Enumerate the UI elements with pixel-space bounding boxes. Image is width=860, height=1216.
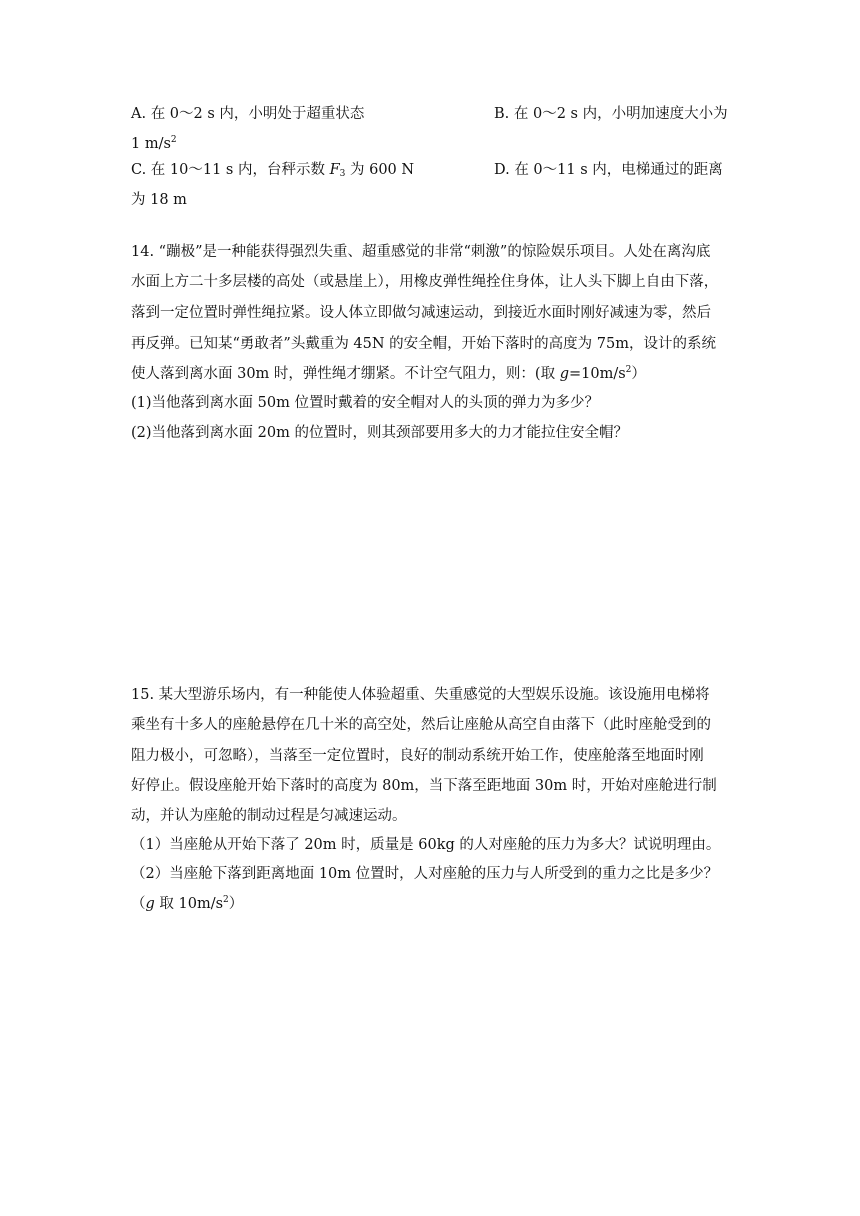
variable: F <box>329 162 340 178</box>
q15-line-3: 阻力极小，可忽略），当落至一定位置时，良好的制动系统开始工作，使座舱落至地面时刚 <box>131 748 704 764</box>
q14-line-4: 再反弹。已知某“勇敢者”头戴重为 45N 的安全帽，开始下落时的高度为 75m，设计的系统 <box>131 336 716 352</box>
q15-note-text: 取 10m/s <box>154 896 224 912</box>
superscript: 2 <box>625 365 632 375</box>
q14-sub-question-2: (2)当他落到离水面 20m 的位置时，则其颈部要用多大的力才能拉住安全帽？ <box>131 425 628 441</box>
q14-line-5-text: 使人落到离水面 30m 时，弹性绳才绷紧。不计空气阻力，则：(取 <box>131 366 560 382</box>
option-c <box>131 160 414 180</box>
variable: g <box>145 896 155 912</box>
option-b-text: B. 在 0～2 s 内，小明加速度大小为 <box>494 106 728 122</box>
q14-line-5-end: ） <box>631 366 646 382</box>
option-b <box>494 104 728 124</box>
variable: g <box>559 366 569 382</box>
superscript: 2 <box>170 135 177 145</box>
q14-line-1: 14. “蹦极”是一种能获得强烈失重、超重感觉的非常“刺激”的惊险娱乐项目。人处在离沟底 <box>131 244 711 260</box>
q14-line-3: 落到一定位置时弹性绳拉紧。设人体立即做匀减速运动，到接近水面时刚好减速为零，然后 <box>131 305 711 321</box>
q14-line-5 <box>131 364 646 384</box>
subscript: 3 <box>339 169 346 179</box>
option-d-cont-text: 为 18 m <box>131 192 187 208</box>
q14-line-2: 水面上方二十多层楼的高处（或悬崖上），用橡皮弹性绳拴住身体，让人头下脚上自由下落， <box>131 274 719 290</box>
option-c-text: C. 在 10～11 s 内，台秤示数 <box>131 162 330 178</box>
superscript: 2 <box>223 895 229 905</box>
q15-sub-question-2: （2）当座舱下落到距离地面 10m 位置时，人对座舱的压力与人所受到的重力之比是多少？ <box>131 866 719 882</box>
q14-sub-question-1: (1)当他落到离水面 50m 位置时戴着的安全帽对人的头顶的弹力为多少？ <box>131 395 599 411</box>
option-b-cont-text: 1 m/s <box>131 136 171 152</box>
option-d-continuation <box>131 190 187 210</box>
q15-line-5: 动，并认为座舱的制动过程是匀减速运动。 <box>131 808 407 824</box>
option-a-text: A. 在 0～2 s 内，小明处于超重状态 <box>131 106 365 122</box>
option-a <box>131 104 364 124</box>
q15-line-2: 乘坐有十多人的座舱悬停在几十米的高空处，然后让座舱从高空自由落下（此时座舱受到的 <box>131 717 711 733</box>
q15-note-close: ） <box>228 896 244 912</box>
q15-sub-question-1: （1）当座舱从开始下落了 20m 时，质量是 60kg 的人对座舱的压力为多大？试说明理由。 <box>131 837 721 853</box>
option-d-text: D. 在 0～11 s 内，电梯通过的距离 <box>494 162 723 178</box>
option-d <box>494 160 723 180</box>
q15-note <box>131 894 243 914</box>
q15-line-4: 好停止。假设座舱开始下落时的高度为 80m，当下落至距地面 30m 时，开始对座舱进行制 <box>131 778 717 794</box>
q15-line-1: 15. 某大型游乐场内，有一种能使人体验超重、失重感觉的大型娱乐设施。该设施用电梯将 <box>131 687 710 703</box>
q15-note-open: （ <box>131 896 146 912</box>
option-b-continuation <box>131 134 177 154</box>
q14-line-5-value: =10m/s <box>568 366 626 382</box>
option-c-text-end: 为 600 N <box>345 162 415 178</box>
